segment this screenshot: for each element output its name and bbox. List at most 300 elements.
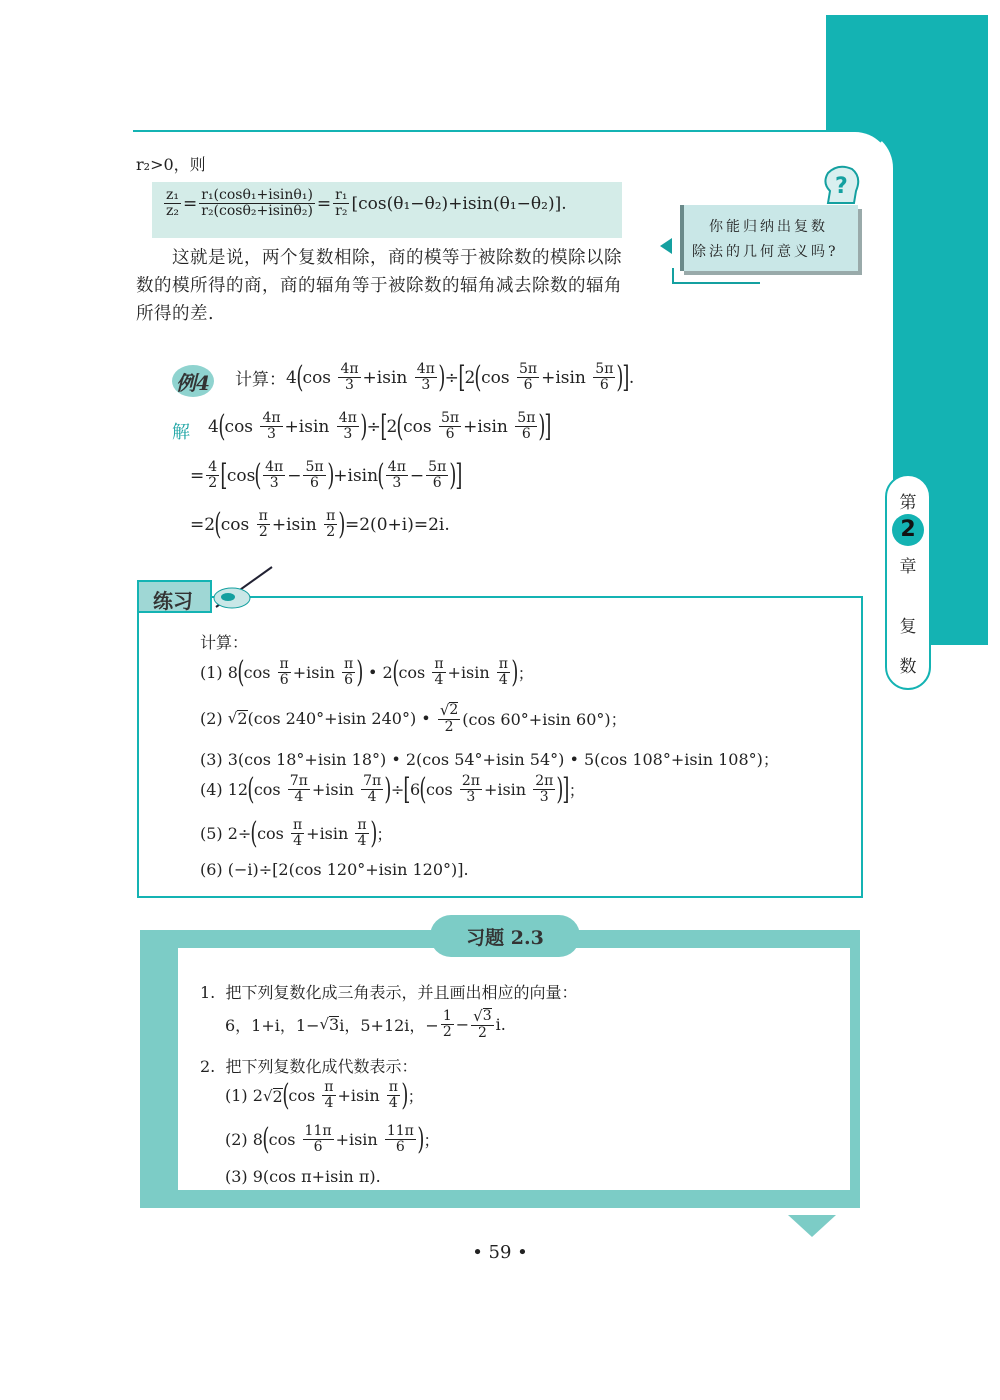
square-root	[228, 709, 248, 727]
fraction-denominator	[314, 1140, 323, 1155]
fraction	[439, 411, 461, 442]
homework-question	[200, 1054, 417, 1077]
math-text: +isin	[284, 416, 335, 437]
math-text: π	[357, 817, 367, 833]
fraction	[337, 411, 359, 442]
homework-item	[225, 1121, 440, 1157]
fraction	[263, 460, 285, 491]
fraction	[355, 818, 368, 849]
math-text: cos	[257, 824, 289, 843]
math-text: 11π	[304, 1123, 332, 1139]
math-text: 4	[293, 833, 303, 849]
math-text: 2	[386, 416, 398, 437]
example-expression	[286, 359, 635, 395]
fraction-denominator	[392, 476, 401, 491]
homework-title: 习题 2.3	[430, 915, 580, 957]
practice-item	[200, 771, 585, 807]
math-text: 2	[464, 367, 476, 388]
math-text: =	[190, 465, 205, 486]
math-text: (5) 2÷	[200, 824, 252, 843]
fraction-denominator	[270, 476, 279, 491]
math-text: 2π	[535, 773, 554, 789]
math-text: (cos 60°+isin 60°)；	[462, 709, 627, 729]
math-text: π	[324, 1079, 334, 1095]
math-text: 2	[208, 475, 218, 491]
practice-item	[200, 702, 627, 735]
math-text: 2π	[461, 773, 480, 789]
big-delimiter: )	[449, 457, 457, 493]
math-text: cos	[224, 416, 259, 437]
math-text: +isin	[335, 1130, 383, 1149]
fraction-numerator	[517, 362, 539, 378]
fraction-numerator	[439, 411, 461, 427]
fraction	[426, 460, 448, 491]
fraction-numerator	[533, 774, 555, 790]
math-text: −	[409, 465, 425, 486]
practice-item	[200, 747, 779, 770]
square-root	[319, 1015, 339, 1033]
fraction-numerator	[441, 1009, 454, 1025]
math-text: cos	[220, 514, 255, 535]
math-text: (6) (−i)÷[2(cos 120°+isin 120°)].	[200, 860, 469, 879]
big-delimiter: [	[220, 457, 228, 493]
math-text: ÷	[366, 416, 381, 437]
fraction	[333, 188, 349, 219]
example-badge: 例4	[172, 365, 214, 397]
math-text: 11π	[386, 1123, 414, 1139]
math-text: π	[326, 508, 336, 524]
big-delimiter: ]	[455, 457, 463, 493]
fraction	[206, 460, 219, 491]
chapter-tab	[885, 474, 931, 690]
math-text: =	[183, 193, 198, 214]
math-text: 5π	[517, 410, 536, 426]
math-text: 3	[421, 377, 431, 393]
chapter-number: 2	[892, 514, 924, 546]
fraction-numerator	[257, 509, 270, 525]
math-text: 4	[208, 416, 219, 437]
example-problem	[235, 359, 635, 395]
fraction	[533, 774, 555, 805]
math-text: z₂	[166, 203, 179, 219]
big-delimiter: )	[338, 506, 346, 542]
practice-intro	[200, 630, 248, 653]
practice-tab: 练习	[137, 580, 212, 613]
fraction-numerator	[263, 460, 285, 476]
fraction	[385, 1124, 416, 1155]
math-text: r₁	[335, 187, 348, 203]
fraction	[303, 460, 325, 491]
fraction-denominator	[166, 204, 179, 219]
math-text: i，5+12i，−	[339, 1015, 439, 1035]
fraction	[257, 509, 270, 540]
fraction	[303, 1124, 334, 1155]
math-text: +isin	[447, 663, 495, 682]
fraction	[387, 1080, 400, 1111]
math-text: 4	[357, 833, 367, 849]
paragraph-line: 数的模所得的商，商的辐角等于被除数的辐角减去除数的辐角	[136, 276, 622, 296]
math-text: 4	[434, 672, 444, 688]
math-text: −	[287, 465, 302, 486]
big-delimiter: )	[369, 815, 377, 851]
fraction-denominator	[358, 834, 367, 849]
math-text: 3	[267, 426, 276, 442]
solution-step	[190, 506, 450, 542]
fraction-numerator	[355, 818, 368, 834]
math-text: +isin	[271, 514, 323, 535]
paragraph-line: 这就是说，两个复数相除，商的模等于被除数的模除以除	[136, 248, 622, 268]
math-text: 2	[477, 1024, 487, 1041]
math-text: 3	[269, 475, 279, 491]
math-text: 6	[310, 475, 319, 491]
math-text: ；	[517, 664, 534, 683]
math-text: π	[498, 656, 508, 672]
big-delimiter: (	[419, 771, 427, 807]
fraction-denominator	[280, 673, 289, 688]
math-text: 1. 把下列复数化成三角表示，并且画出相应的向量：	[200, 983, 578, 1002]
radicand: √ 3	[482, 1008, 492, 1024]
fraction-denominator	[310, 476, 319, 491]
big-delimiter: )	[417, 1121, 425, 1157]
fraction-denominator	[433, 476, 442, 491]
fraction-denominator	[267, 427, 276, 442]
big-delimiter: )	[438, 359, 446, 395]
big-delimiter: ]	[622, 359, 630, 395]
math-text: 2	[258, 524, 268, 540]
radicand: √ 3	[329, 1015, 340, 1035]
fraction-denominator	[445, 720, 454, 735]
fraction-numerator	[593, 362, 615, 378]
big-delimiter: )	[616, 359, 624, 395]
fraction-numerator	[291, 818, 304, 834]
math-text: π	[292, 817, 303, 833]
math-text: π	[258, 508, 268, 524]
fraction	[322, 1080, 335, 1111]
radicand: √ 2	[237, 709, 248, 729]
math-text: 3	[343, 426, 353, 442]
solution-step	[208, 408, 552, 444]
math-text: 4	[498, 672, 508, 688]
math-text: +isin	[306, 824, 354, 843]
fraction-denominator	[499, 673, 508, 688]
intro-condition	[136, 152, 206, 175]
big-delimiter: [	[403, 771, 411, 807]
big-delimiter: )	[538, 408, 546, 444]
math-text: +isin	[333, 465, 379, 486]
math-text: −	[455, 1014, 470, 1034]
fraction-denominator	[293, 834, 302, 849]
math-text: 6	[445, 426, 455, 442]
note-line: 你能归纳出复数	[692, 219, 828, 235]
fraction-denominator	[259, 525, 268, 540]
fraction	[164, 188, 181, 219]
fraction-numerator	[386, 460, 408, 476]
fraction	[278, 657, 291, 688]
example-label: 计算：	[235, 370, 286, 390]
math-text: cos	[268, 1130, 301, 1149]
big-delimiter: )	[511, 654, 519, 690]
fraction	[324, 509, 337, 540]
math-text: 7π	[363, 773, 382, 789]
fraction-denominator	[446, 427, 455, 442]
fraction-denominator	[208, 476, 217, 491]
math-text: (1) 2	[225, 1086, 263, 1105]
math-text: 2	[444, 718, 454, 735]
chapter-title-char: 数	[899, 657, 917, 677]
math-text: cos	[425, 780, 458, 799]
math-text: (1) 8	[200, 663, 238, 682]
next-triangle-icon	[788, 1215, 836, 1237]
big-delimiter: )	[556, 771, 564, 807]
math-text: cos	[403, 416, 437, 437]
fraction-denominator	[466, 790, 475, 805]
math-text: 4	[294, 789, 304, 805]
math-text: 4π	[416, 361, 435, 377]
fraction-numerator	[338, 362, 360, 378]
big-delimiter: (	[250, 815, 258, 851]
fraction	[288, 774, 310, 805]
fraction-numerator	[361, 774, 383, 790]
math-text: • 2	[362, 663, 393, 682]
big-delimiter: (	[218, 408, 226, 444]
math-text: =	[316, 193, 332, 214]
math-text: +isin	[463, 416, 514, 437]
fraction-numerator	[199, 188, 315, 204]
math-text: 2	[442, 1023, 452, 1040]
fraction-denominator	[324, 1096, 333, 1111]
pen-hand-icon	[198, 565, 274, 613]
fraction-denominator	[344, 673, 353, 688]
math-text: 5π	[305, 459, 324, 475]
math-text: ；	[423, 1131, 440, 1150]
note-pointer-icon	[660, 238, 672, 254]
math-text: 3	[539, 789, 549, 805]
fraction-numerator	[415, 362, 437, 378]
math-text: ；	[407, 1087, 424, 1106]
fraction	[438, 702, 460, 735]
fraction-numerator	[260, 411, 282, 427]
note-line: 除法的几何意义吗?	[692, 244, 839, 260]
math-text: 3	[345, 377, 354, 393]
chapter-prefix: 第	[899, 493, 917, 513]
math-text: .	[628, 367, 635, 388]
solution-step	[190, 457, 463, 493]
fraction-numerator	[303, 460, 325, 476]
math-text: 1	[442, 1007, 452, 1024]
math-text: ÷	[444, 367, 459, 388]
chapter-title-char: 复	[899, 617, 917, 637]
fraction	[260, 411, 282, 442]
math-text: ；	[376, 825, 393, 844]
big-delimiter: [	[380, 408, 388, 444]
fraction-numerator	[288, 774, 310, 790]
math-text: r₂>0，则	[136, 155, 206, 174]
math-text: 5π	[595, 361, 614, 377]
math-text: 6	[313, 1139, 323, 1155]
big-delimiter: (	[262, 1121, 270, 1157]
math-text: 4	[367, 789, 377, 805]
fraction	[593, 362, 615, 393]
math-text: i.	[495, 1014, 506, 1034]
math-text: 6	[344, 672, 354, 688]
math-text: ÷	[390, 780, 405, 799]
fraction-numerator	[342, 657, 355, 673]
square-root	[263, 1087, 283, 1105]
fraction-denominator	[434, 673, 443, 688]
big-delimiter: (	[296, 359, 304, 395]
math-text: r₂(cosθ₂+isinθ₂)	[201, 203, 313, 219]
big-delimiter: (	[237, 654, 245, 690]
fraction-denominator	[343, 427, 352, 442]
big-delimiter: (	[214, 506, 222, 542]
explanation-paragraph	[136, 244, 646, 328]
math-text: r₁(cosθ₁+isinθ₁)	[201, 187, 313, 203]
big-delimiter: (	[474, 359, 482, 395]
math-text: 4π	[338, 410, 357, 426]
fraction-numerator	[460, 774, 482, 790]
math-text: 4π	[340, 361, 359, 377]
big-delimiter: (	[282, 1077, 290, 1113]
math-text: +isin	[337, 1086, 385, 1105]
math-text: 4π	[387, 459, 406, 475]
math-text: π	[344, 656, 354, 672]
fraction-denominator	[522, 427, 531, 442]
math-text: z₁	[166, 187, 179, 203]
fraction	[432, 657, 445, 688]
fraction-denominator	[368, 790, 377, 805]
math-text: (4) 12	[200, 780, 249, 799]
math-text: cos	[243, 663, 276, 682]
math-text: cos	[302, 367, 337, 388]
math-text: 2	[326, 524, 336, 540]
fraction	[338, 362, 360, 393]
fraction-numerator	[278, 657, 291, 673]
fraction	[515, 411, 537, 442]
math-text: =2(0+i)=2i.	[345, 514, 450, 535]
chapter-suffix: 章	[899, 557, 917, 577]
fraction-denominator	[335, 204, 347, 219]
fraction	[361, 774, 383, 805]
fraction-denominator	[389, 1096, 398, 1111]
math-text: +isin	[483, 780, 532, 799]
math-text: 4	[286, 367, 297, 388]
big-delimiter: (	[254, 457, 262, 493]
math-text: +isin	[362, 367, 413, 388]
fraction-numerator	[387, 1080, 400, 1096]
math-text: 3	[466, 789, 476, 805]
math-text: 6	[432, 475, 442, 491]
math-text: 6	[395, 1139, 405, 1155]
math-text: cos	[253, 780, 286, 799]
math-text: (2) 8	[225, 1130, 263, 1149]
math-text: 6	[521, 426, 531, 442]
math-text: cos	[398, 663, 431, 682]
math-text: ；	[568, 781, 585, 800]
fraction	[471, 1008, 493, 1041]
division-formula	[162, 188, 567, 219]
fraction-denominator	[201, 204, 313, 219]
math-text: 2. 把下列复数化成代数表示：	[200, 1057, 418, 1076]
svg-text:?: ?	[835, 174, 848, 199]
math-text: 4	[388, 1095, 398, 1111]
fraction-numerator	[324, 509, 337, 525]
fraction-numerator	[333, 188, 349, 204]
math-text: +isin	[541, 367, 592, 388]
math-text: 6	[523, 377, 533, 393]
fraction-numerator	[426, 460, 448, 476]
fraction	[415, 362, 437, 393]
solution-label: 解	[172, 422, 190, 443]
math-text: 6	[410, 780, 421, 799]
math-text: (3) 3(cos 18°+isin 18°) • 2(cos 54°+isin 54°) • 5(cos 108°+isin 108°)；	[200, 750, 779, 769]
math-text: (3) 9(cos π+isin π).	[225, 1167, 381, 1186]
math-text: 4	[324, 1095, 334, 1111]
thinking-note	[680, 205, 858, 271]
fraction-denominator	[478, 1026, 487, 1041]
fraction-numerator	[471, 1008, 493, 1026]
fraction	[441, 1009, 454, 1040]
math-text: 3	[392, 475, 402, 491]
math-text: π	[279, 656, 289, 672]
fraction-denominator	[294, 790, 303, 805]
page-number: • 59 •	[472, 1242, 528, 1263]
fraction	[497, 657, 510, 688]
fraction-numerator	[164, 188, 181, 204]
math-text: (cos 240°+isin 240°) •	[247, 708, 436, 728]
math-text: 6，1+i，1−	[225, 1015, 320, 1035]
fraction-denominator	[443, 1025, 452, 1040]
paragraph-line: 所得的差.	[136, 304, 215, 324]
math-text: 5π	[440, 410, 460, 426]
fraction-numerator	[385, 1124, 416, 1140]
math-text: +isin	[311, 780, 360, 799]
math-text: +isin	[292, 663, 340, 682]
math-text: 5π	[428, 459, 447, 475]
fraction	[199, 188, 315, 219]
radicand: √ 2	[449, 702, 459, 718]
practice-item	[200, 654, 534, 690]
math-text: =2	[190, 514, 216, 535]
homework-item	[225, 1077, 424, 1113]
fraction-numerator	[322, 1080, 335, 1096]
fraction-numerator	[303, 1124, 334, 1140]
big-delimiter: )	[401, 1077, 409, 1113]
fraction	[460, 774, 482, 805]
math-text: [cos(θ₁−θ₂)+isin(θ₁−θ₂)].	[351, 193, 567, 214]
math-text: cos	[481, 367, 515, 388]
big-delimiter: )	[326, 457, 334, 493]
thinking-head-icon	[818, 163, 864, 207]
fraction	[517, 362, 539, 393]
math-text: 计算：	[200, 633, 249, 652]
math-text: 6	[599, 377, 609, 393]
square-root	[440, 702, 458, 718]
practice-item	[200, 815, 393, 851]
fraction-denominator	[326, 525, 335, 540]
math-text: 4π	[262, 410, 281, 426]
fraction-numerator	[497, 657, 510, 673]
big-delimiter: (	[377, 457, 385, 493]
fraction-numerator	[206, 460, 219, 476]
math-text: 5π	[518, 361, 538, 377]
big-delimiter: [	[458, 359, 466, 395]
fraction	[342, 657, 355, 688]
homework-item	[225, 1167, 381, 1186]
math-text: r₂	[335, 203, 348, 219]
fraction-numerator	[515, 411, 537, 427]
fraction-denominator	[540, 790, 549, 805]
math-text: π	[434, 656, 444, 672]
